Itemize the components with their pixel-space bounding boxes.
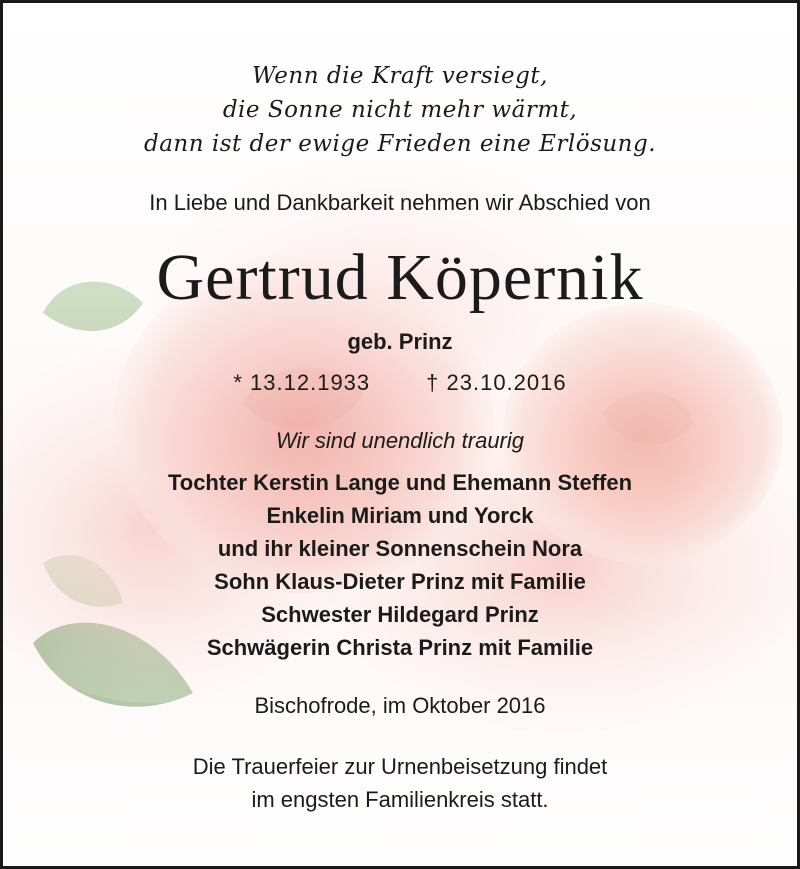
deceased-name: Gertrud Köpernik bbox=[156, 241, 644, 314]
birth-name: geb. Prinz bbox=[347, 329, 453, 354]
life-dates bbox=[3, 370, 797, 396]
death-date: † 23.10.2016 bbox=[426, 370, 567, 395]
grief-line: Wir sind unendlich traurig bbox=[275, 428, 525, 453]
ceremony-note: Die Trauerfeier zur Urnenbeisetzung findet bbox=[192, 754, 608, 779]
mourner-line: Tochter Kerstin Lange und Ehemann Steffen bbox=[167, 470, 633, 495]
verse-line: Wenn die Kraft versiegt, bbox=[252, 63, 548, 89]
verse-line: dann ist der ewige Frieden eine Erlösung. bbox=[143, 131, 657, 157]
mourner-line: Sohn Klaus-Dieter Prinz mit Familie bbox=[214, 569, 586, 594]
obituary-text bbox=[3, 3, 797, 866]
intro-text: In Liebe und Dankbarkeit nehmen wir Abschied von bbox=[149, 190, 651, 215]
birth-date: * 13.12.1933 bbox=[233, 370, 371, 395]
mourner-line: und ihr kleiner Sonnenschein Nora bbox=[217, 536, 583, 561]
ceremony-note: im engsten Familienkreis statt. bbox=[251, 787, 549, 812]
mourner-line: Enkelin Miriam und Yorck bbox=[266, 503, 534, 528]
place-date: Bischofrode, im Oktober 2016 bbox=[254, 693, 546, 718]
verse-line: die Sonne nicht mehr wärmt, bbox=[222, 97, 578, 123]
mourner-line: Schwägerin Christa Prinz mit Familie bbox=[206, 635, 594, 660]
mourner-line: Schwester Hildegard Prinz bbox=[261, 602, 539, 627]
